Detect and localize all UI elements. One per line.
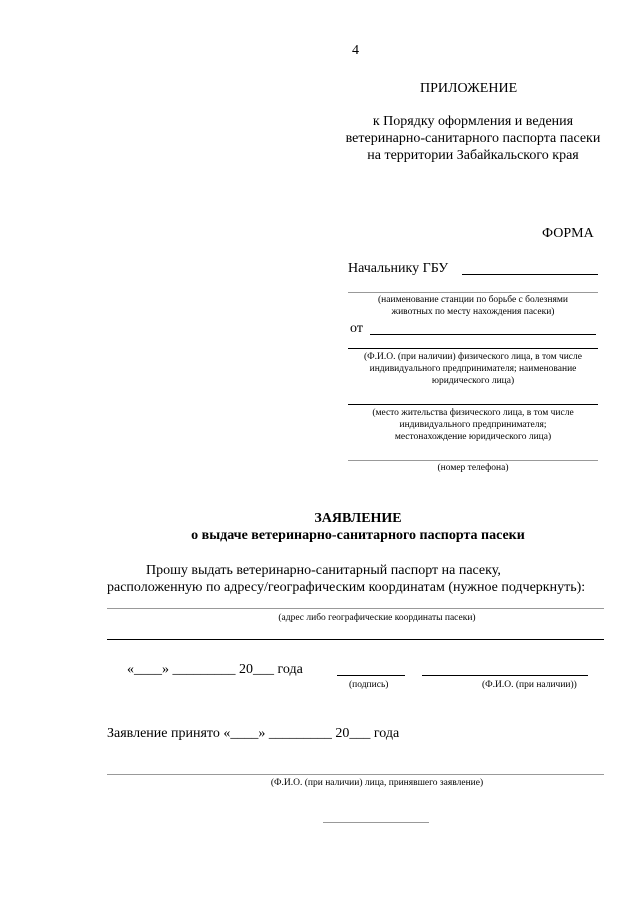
address-blank [107,608,604,609]
appendix-title: ПРИЛОЖЕНИЕ [420,81,518,96]
fio-blank [348,348,598,349]
closing-rule [323,822,429,823]
signature-blank [337,675,405,676]
statement-body-line-1: Прошу выдать ветеринарно-санитарный паспорт на пасеку, [146,563,501,578]
form-label: ФОРМА [542,226,594,241]
note-place-3: местонахождение юридического лица) [394,432,552,442]
note-address: (адрес либо географические координаты пасеки) [278,613,476,623]
statement-subtitle: о выдаче ветеринарно-санитарного паспорта пасеки [191,528,525,543]
appendix-line-1: к Порядку оформления и ведения [372,114,574,129]
accepted-fio-blank [107,774,604,775]
phone-blank [348,460,598,461]
note-place-2: индивидуального предпринимателя; [399,420,547,430]
addressee-to: Начальнику ГБУ [348,261,449,276]
note-station-2: животных по месту нахождения пасеки) [391,307,555,317]
accepted-line: Заявление принято «____» _________ 20___ года [107,726,400,741]
place-blank [348,404,598,405]
note-place-1: (место жительства физического лица, в том числе [372,408,574,418]
statement-title: ЗАЯВЛЕНИЕ [314,511,402,526]
applicant-fio-blank [422,675,588,676]
note-fio-1: (Ф.И.О. (при наличии) физического лица, в том числе [364,352,582,362]
address-blank-2 [107,639,604,640]
note-accepted-fio: (Ф.И.О. (при наличии) лица, принявшего заявление) [270,778,484,788]
addressee-to-blank [462,274,598,275]
page-number: 4 [352,43,359,58]
statement-body-line-2: расположенную по адресу/географическим координатам (нужное подчеркнуть): [107,580,586,595]
station-blank [348,292,598,293]
appendix-line-3: на территории Забайкальского края [367,148,579,163]
note-applicant-fio: (Ф.И.О. (при наличии)) [482,680,577,690]
appendix-line-2: ветеринарно-санитарного паспорта пасеки [345,131,601,146]
note-fio-2: индивидуального предпринимателя; наименование [369,364,577,374]
note-signature: (подпись) [349,680,389,690]
from-blank [370,334,596,335]
note-phone: (номер телефона) [437,463,509,473]
note-fio-3: юридического лица) [431,376,515,386]
note-station-1: (наименование станции по борьбе с болезнями [378,295,568,305]
addressee-from: от [350,321,363,336]
date-line: «____» _________ 20___ года [127,662,303,677]
